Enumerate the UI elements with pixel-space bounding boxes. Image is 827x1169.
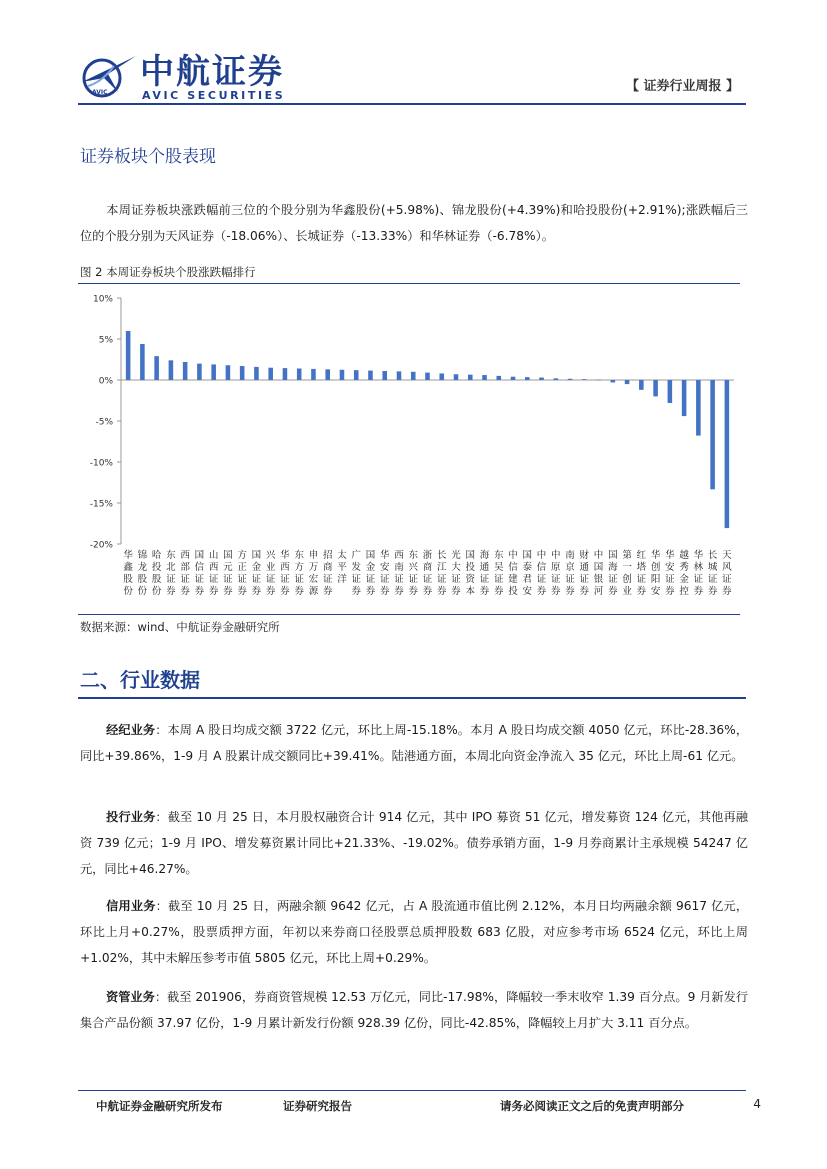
asset-management-paragraph xyxy=(80,984,748,1036)
bar xyxy=(354,370,359,380)
bar xyxy=(539,378,544,380)
category-label: 国金证券 xyxy=(365,550,376,597)
bar xyxy=(226,365,231,380)
paragraph-label: 信用业务 xyxy=(106,899,156,913)
category-label: 华安证券 xyxy=(665,550,675,597)
paragraph-text: ：本周 A 股日均成交额 3722 亿元，环比上周-15.18%。本月 A 股日均成交额 4050 亿元，环比-28.36%，同比+39.86%，1-9 月 A 股累计成交额同比+39.41%。陆港通方面，本周北向资金净流入 35 亿元，环比上周-61 亿元。 xyxy=(80,723,749,763)
brokerage-paragraph xyxy=(80,717,748,769)
subsection-heading: 证券板块个股表现 xyxy=(80,147,216,167)
y-tick-label: -20% xyxy=(89,540,113,551)
bar xyxy=(126,331,131,380)
x-axis-labels xyxy=(123,549,732,597)
bar xyxy=(140,344,145,380)
bar xyxy=(240,366,245,380)
category-label: 哈投股份 xyxy=(151,550,162,597)
logo-english-name: AVIC SECURITIES xyxy=(142,89,286,102)
section-title: 二、行业数据 xyxy=(80,668,200,692)
category-label: 东方证券 xyxy=(294,550,304,597)
footer-report-kind: 证券研究报告 xyxy=(283,1099,352,1113)
paragraph-label: 投行业务 xyxy=(106,810,156,824)
bar xyxy=(283,368,288,380)
bar xyxy=(425,373,430,380)
bars xyxy=(126,331,729,528)
investment-banking-paragraph xyxy=(80,804,748,882)
category-label: 东北证券 xyxy=(166,550,176,597)
bar xyxy=(696,380,701,436)
category-label: 海通证券 xyxy=(479,550,490,597)
category-label: 浙商证券 xyxy=(422,550,433,597)
category-label: 华鑫股份 xyxy=(123,550,133,597)
y-tick-label: 0% xyxy=(98,376,113,387)
bar xyxy=(169,360,174,380)
bar xyxy=(482,375,487,380)
category-label: 西南证券 xyxy=(394,550,404,597)
category-label: 财通证券 xyxy=(579,550,590,597)
bar xyxy=(325,369,330,380)
category-label: 红塔证券 xyxy=(636,550,647,597)
intro-paragraph xyxy=(80,197,748,249)
bar xyxy=(639,380,644,390)
logo-badge-text: AVIC xyxy=(92,89,108,96)
bar xyxy=(554,378,559,380)
bar xyxy=(197,364,202,380)
bar xyxy=(682,380,687,416)
paragraph-label: 资管业务 xyxy=(106,990,155,1004)
category-label: 东兴证券 xyxy=(408,550,419,597)
category-label: 国泰君安 xyxy=(522,550,533,597)
figure-source: 数据来源：wind、中航证券金融研究所 xyxy=(80,620,280,634)
intro-text: 本周证券板块涨跌幅前三位的个股分别为华鑫股份(+5.98%)、锦龙股份(+4.39%)和哈投股份(+2.91%);涨跌幅后三位的个股分别为天风证券（-18.06%）、长城证券（-13.33%）和华林证券（-6.78%）。 xyxy=(80,203,748,243)
bar xyxy=(439,373,444,380)
report-type-label: 【 证券行业周报 】 xyxy=(625,79,739,94)
logo-chinese-name: 中航证券 xyxy=(140,52,284,92)
category-label: 华林证券 xyxy=(693,550,704,597)
bar xyxy=(397,371,402,380)
category-label: 西部证券 xyxy=(180,550,190,597)
y-tick-label: -15% xyxy=(89,499,113,510)
category-label: 南京证券 xyxy=(565,550,575,597)
y-tick-label: -5% xyxy=(95,417,113,428)
category-label: 太平洋 xyxy=(337,550,347,585)
category-label: 中信建投 xyxy=(508,550,518,597)
bar xyxy=(268,368,273,380)
figure-caption: 图 2 本周证券板块个股涨跌幅排行 xyxy=(80,265,256,279)
footer-publisher: 中航证券金融研究所发布 xyxy=(96,1099,223,1113)
paragraph-text: ：截至 10 月 25 日，两融余额 9642 亿元，占 A 股流通市值比例 2.12%，本月日均两融余额 9617 亿元，环比上月+0.27%，股票质押方面，年初以来券商口径股票总质押股数 683 亿股，对应参考市场 6524 亿元，环比上周+1.02%，其中未解压参考市值 5805 亿元，环比上周+0.29%。 xyxy=(80,899,749,965)
category-label: 中原证券 xyxy=(551,550,561,597)
avic-logo-icon xyxy=(78,52,138,98)
bar xyxy=(611,380,616,382)
bar xyxy=(725,380,730,528)
category-label: 华西证券 xyxy=(280,550,290,597)
category-label: 国金证券 xyxy=(251,550,262,597)
category-label: 申万宏源 xyxy=(308,550,319,597)
bar xyxy=(340,370,345,380)
y-axis xyxy=(90,295,734,551)
figure-top-rule xyxy=(78,283,740,284)
category-label: 山西证券 xyxy=(208,550,219,597)
bar xyxy=(368,371,373,380)
bar xyxy=(710,380,715,489)
header-divider xyxy=(78,103,746,105)
bar xyxy=(625,380,630,384)
bar xyxy=(183,362,188,380)
paragraph-text: ：截至 10 月 25 日，本月股权融资合计 914 亿元，其中 IPO 募资 51 亿元，增发募资 124 亿元，其他再融资 739 亿元；1-9 月 IPO、增发募资累计同比+21.33%、-19.02%。债券承销方面，1-9 月券商累计主承规模 54247 亿元，同比+46.27%。 xyxy=(80,810,749,876)
category-label: 天风证券 xyxy=(722,550,732,597)
bar xyxy=(311,369,316,380)
category-label: 兴业证券 xyxy=(265,550,276,597)
bar xyxy=(411,372,416,380)
category-label: 广发证券 xyxy=(351,550,361,597)
bar xyxy=(454,374,459,380)
bar xyxy=(653,380,658,396)
bar xyxy=(297,369,302,380)
bar xyxy=(254,367,259,380)
credit-business-paragraph xyxy=(80,893,748,971)
category-label: 华安证券 xyxy=(379,550,390,597)
bar xyxy=(668,380,673,403)
paragraph-text: ：截至 201906，券商资管规模 12.53 万亿元，同比-17.98%，降幅较一季末收窄 1.39 百分点。9 月新发行集合产品份额 37.97 亿份，1-9 月累计新发行份额 928.39 亿份，同比-42.85%，降幅较上月扩大 3.11 百分点。 xyxy=(80,990,749,1030)
category-label: 中信证券 xyxy=(536,550,547,597)
bar xyxy=(568,379,573,380)
category-label: 国海证券 xyxy=(608,550,618,597)
bar xyxy=(582,379,587,380)
stock-change-bar-chart xyxy=(78,286,740,612)
category-label: 国信证券 xyxy=(194,550,205,597)
category-label: 中国银河 xyxy=(593,550,604,597)
bar xyxy=(525,377,530,380)
category-label: 长江证券 xyxy=(436,550,447,597)
category-label: 方正证券 xyxy=(237,550,247,597)
bar xyxy=(496,376,501,380)
paragraph-label: 经纪业务 xyxy=(106,723,156,737)
bar xyxy=(211,364,216,380)
category-label: 锦龙股份 xyxy=(137,550,148,597)
bar xyxy=(468,375,473,380)
footer-disclaimer: 请务必阅读正文之后的免责声明部分 xyxy=(500,1099,684,1113)
footer-divider xyxy=(78,1090,746,1091)
category-label: 国元证券 xyxy=(223,550,233,597)
y-tick-label: -10% xyxy=(89,458,113,469)
category-label: 长城证券 xyxy=(707,550,718,597)
bar xyxy=(511,377,516,380)
y-tick-label: 5% xyxy=(98,335,113,346)
category-label: 招商证券 xyxy=(322,550,333,597)
category-label: 东吴证券 xyxy=(494,550,504,597)
page-number: 4 xyxy=(753,1097,761,1111)
category-label: 光大证券 xyxy=(451,550,461,597)
category-label: 第一创业 xyxy=(622,550,632,597)
category-label: 华创阳安 xyxy=(650,550,661,597)
bar xyxy=(382,371,387,380)
figure-bottom-rule xyxy=(78,614,740,615)
y-tick-label: 10% xyxy=(92,294,113,305)
category-label: 越秀金控 xyxy=(679,550,689,597)
bar xyxy=(596,380,601,381)
section-divider xyxy=(78,697,746,699)
category-label: 国投资本 xyxy=(465,550,476,597)
bar xyxy=(154,356,159,380)
